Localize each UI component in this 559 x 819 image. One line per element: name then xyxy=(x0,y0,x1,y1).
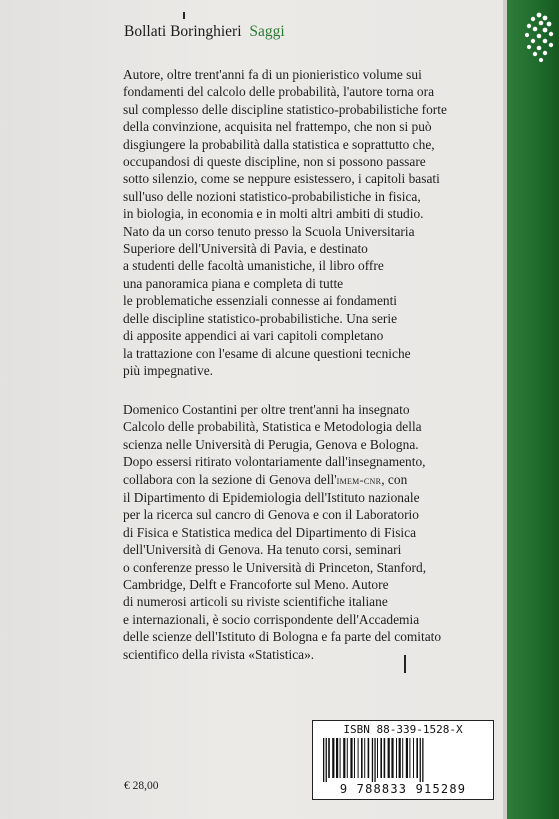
text-line: di apposite appendici ai vari capitoli completano xyxy=(123,328,384,344)
barcode-bar xyxy=(347,738,348,778)
text-line: a studenti delle facoltà umanistiche, il libro offre xyxy=(123,258,384,274)
barcode-bar xyxy=(350,738,352,778)
barcode-bar xyxy=(422,738,423,782)
text-line: scientifico della rivista «Statistica». xyxy=(123,646,315,662)
text-line: Cambridge, Delft e Francoforte sul Meno. Autore xyxy=(123,577,389,593)
text-line: di numerosi articoli su riviste scientifiche italiane xyxy=(123,594,388,610)
barcode-bar xyxy=(406,738,408,778)
barcode-bar xyxy=(384,738,386,778)
barcode-bar xyxy=(326,738,327,782)
text-line: Dopo essersi ritirato volontariamente dall'insegnamento, xyxy=(123,454,426,470)
barcode-bar xyxy=(364,738,365,778)
barcode-bar xyxy=(358,738,359,778)
text-line: delle discipline statistico-probabilistiche. Una serie xyxy=(123,310,398,326)
text-line: sotto silenzio, come se neppure esistessero, i capitoli basati xyxy=(123,171,440,187)
text-line: delle scienze dell'Istituto di Bologna e fa parte del comitato xyxy=(123,629,442,645)
text-line: il Dipartimento di Epidemiologia dell'Istituto nazionale xyxy=(123,490,420,506)
publisher-logo-icon xyxy=(515,8,555,74)
scratch-mark xyxy=(183,12,185,19)
price-label: € 28,00 xyxy=(124,780,159,792)
barcode-bar xyxy=(343,738,345,778)
barcode-bar xyxy=(377,738,378,778)
text-line: occupandosi di queste discipline, non si possono passare xyxy=(123,154,426,170)
author-bio xyxy=(123,401,491,663)
barcode-bar xyxy=(396,738,397,778)
barcode-bar xyxy=(399,738,401,778)
barcode-bar xyxy=(323,738,324,782)
ean-number: 9 788833 915289 xyxy=(339,782,467,796)
text-line: dell'Università di Genova. Ha tenuto corsi, seminari xyxy=(123,542,402,558)
barcode-bar xyxy=(388,738,390,778)
barcode-bars xyxy=(321,738,485,782)
text-line: più impegnative. xyxy=(123,362,213,378)
text-line: Domenico Costantini per oltre trent'anni ha insegnato xyxy=(123,402,410,417)
isbn-number: ISBN 88-339-1528-X xyxy=(343,723,463,736)
text-line: una panoramica piana e completa di tutte xyxy=(123,275,344,291)
barcode-label xyxy=(312,720,494,800)
barcode-bar xyxy=(416,738,418,778)
barcode-bar xyxy=(380,738,382,778)
scratch-mark xyxy=(404,655,406,673)
text-line: le problematiche essenziali connesse ai fondamenti xyxy=(123,293,398,309)
text-line: Autore, oltre trent'anni fa di un pionieristico volume sui xyxy=(123,67,422,82)
text-line: della convinzione, acquisita nel frattempo, che non si può xyxy=(123,119,432,135)
barcode-bar xyxy=(328,738,330,778)
barcode-bar xyxy=(340,738,341,778)
text-line: scienza nelle Università di Perugia, Genova e Bologna. xyxy=(123,436,419,452)
text-line: la trattazione con l'esame di alcune questioni tecniche xyxy=(123,345,411,361)
text-line: per la ricerca sul cancro di Genova e con il Laboratorio xyxy=(123,507,419,523)
text-line: sul complesso delle discipline statistico-probabilistiche forte xyxy=(123,101,447,117)
text-line: sull'uso delle nozioni statistico-probabilistiche in fisica, xyxy=(123,188,421,204)
book-spine xyxy=(507,0,559,819)
barcode-bar xyxy=(409,738,410,778)
book-description xyxy=(123,66,491,379)
barcode-bar xyxy=(402,738,403,778)
barcode-bar xyxy=(361,738,363,778)
text-line: o conferenze presso le Università di Princeton, Stanford, xyxy=(123,559,427,575)
text-line: disgiungere la probabilità dalla statistica e soprattutto che, xyxy=(123,136,435,152)
text-line: collabora con la sezione di Genova dell'imem-cnr, con xyxy=(123,471,408,487)
series-name: Saggi xyxy=(249,23,285,40)
barcode-bar xyxy=(391,738,393,778)
text-line: fondamenti del calcolo delle probabilità, l'autore torna ora xyxy=(123,84,435,100)
text-line: Calcolo delle probabilità, Statistica e Metodologia della xyxy=(123,419,422,435)
text-line: e internazionali, è socio corrispondente dell'Accademia xyxy=(123,611,420,627)
institute-acronym: imem-cnr xyxy=(336,472,382,487)
barcode-bar xyxy=(354,738,355,778)
barcode-bar xyxy=(372,738,373,782)
text-line: Superiore dell'Università di Pavia, e destinato xyxy=(123,241,368,257)
barcode-bar xyxy=(336,738,338,778)
text-line: di Fisica e Statistica medica del Dipartimento di Fisica xyxy=(123,524,417,540)
publisher-name: Bollati Boringhieri xyxy=(124,23,242,40)
text-line: in biologia, in economia e in molti altri ambiti di studio. xyxy=(123,206,424,222)
header xyxy=(124,23,285,41)
barcode-bar xyxy=(332,738,334,778)
barcode-bar xyxy=(374,738,375,782)
barcode-bar xyxy=(368,738,370,778)
barcode-bar xyxy=(420,738,421,782)
barcode-bar xyxy=(413,738,414,778)
text-line: Nato da un corso tenuto presso la Scuola Universitaria xyxy=(123,223,415,239)
